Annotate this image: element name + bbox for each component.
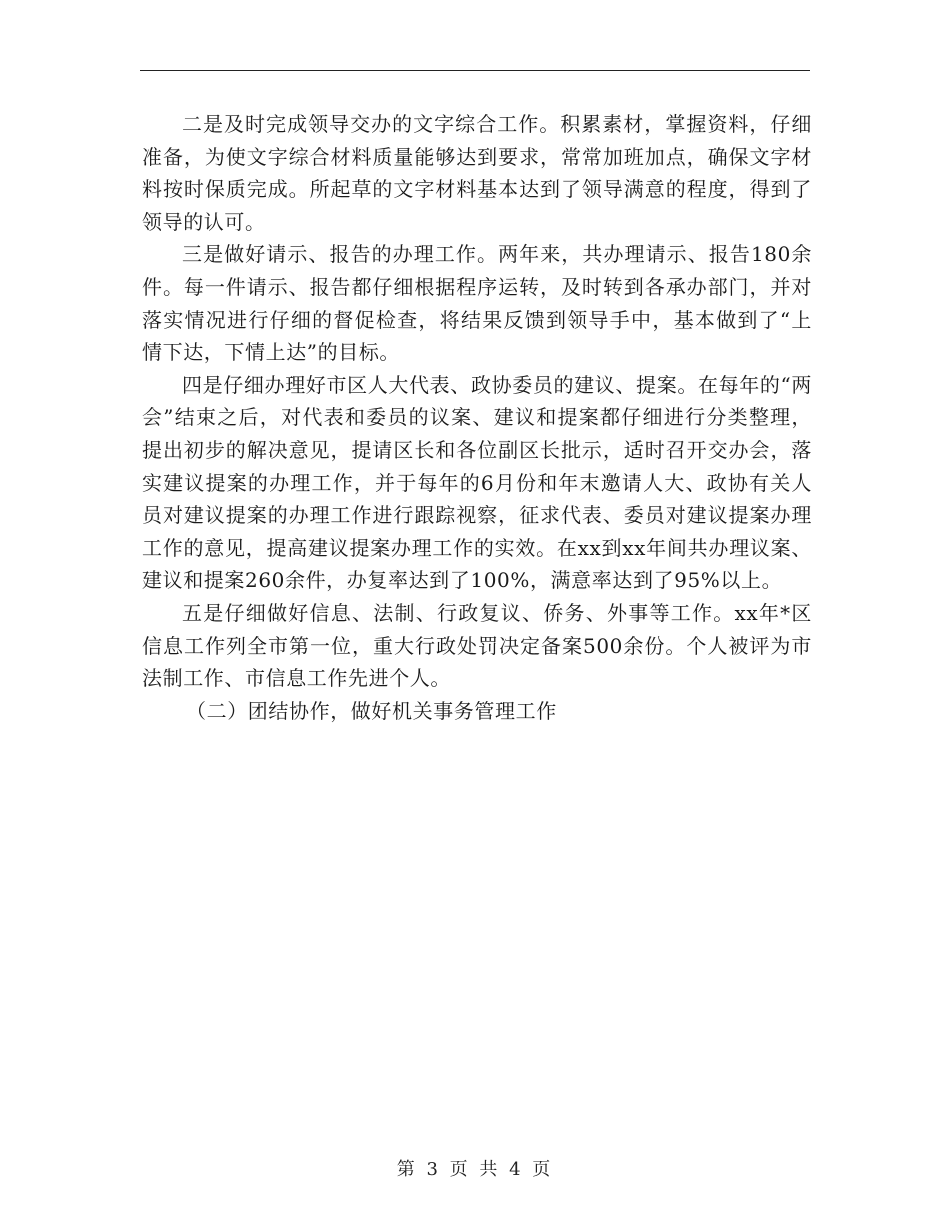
section-subheading: （二）团结协作，做好机关事务管理工作 bbox=[186, 698, 557, 723]
paragraph-4: 四是仔细办理好市区人大代表、政协委员的建议、提案。在每年的“两会”结束之后，对代表和委员的议案、建议和提案都仔细进行分类整理，提出初步的解决意见，提请区长和各位副区长批示，适时召开交办会，落实建议提案的办理工作，并于每年的6月份和年末邀请人大、政协有关人员对建议提案的办理工作进行跟踪视察，征求代表、委员对建议提案办理工作的意见，提高建议提案办理工作的实效。在xx到xx年间共办理议案、建议和提案260余件，办复率达到了100%，满意率达到了95%以上。 bbox=[142, 372, 812, 593]
paragraph-3: 三是做好请示、报告的办理工作。两年来，共办理请示、报告180余件。每一件请示、报告都仔细根据程序运转，及时转到各承办部门，并对落实情况进行仔细的督促检查，将结果反馈到领导手中，基本做到了“上情下达，下情上达”的目标。 bbox=[142, 242, 812, 365]
paragraph-5: 五是仔细做好信息、法制、行政复议、侨务、外事等工作。xx年*区信息工作列全市第一位，重大行政处罚决定备案500余份。个人被评为市法制工作、市信息工作先进个人。 bbox=[142, 600, 812, 691]
header-rule bbox=[140, 70, 810, 71]
document-body bbox=[142, 108, 812, 727]
page-number-footer: 第 3 页 共 4 页 bbox=[396, 1159, 554, 1180]
paragraph-2: 二是及时完成领导交办的文字综合工作。积累素材，掌握资料，仔细准备，为使文字综合材料质量能够达到要求，常常加班加点，确保文字材料按时保质完成。所起草的文字材料基本达到了领导满意的程度，得到了领导的认可。 bbox=[142, 112, 812, 234]
